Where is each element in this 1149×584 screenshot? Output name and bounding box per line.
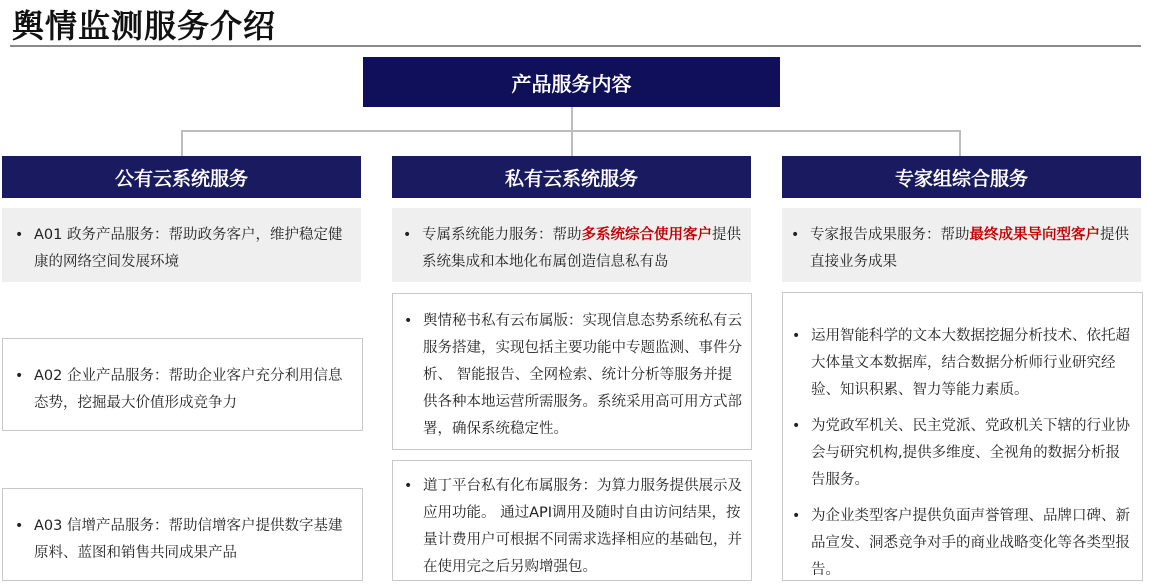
service-item: • 舆情秘书私有云布属版：实现信息态势系统私有云服务搭建，实现包括主要功能中专题监测、事件分析、 智能报告、全网检索、统计分析等服务并提供各种本地运营所需服务。系统采用高可用方式部署，确保系统稳定性。: [423, 308, 743, 443]
service-item: • 为企业类型客户提供负面声誉管理、品牌口碑、新品宣发、洞悉竞争对手的商业战略变化等各类型报告。: [811, 503, 1134, 584]
service-item: • A02 企业产品服务：帮助企业客户充分利用信息态势，挖掘最大价值形成竞争力: [34, 363, 352, 417]
root-node: 产品服务内容: [363, 57, 780, 107]
service-item: [810, 222, 1133, 276]
service-box-expert-report: [782, 208, 1141, 282]
service-item: • A01 政务产品服务：帮助政务客户，维护稳定健康的网络空间发展环境: [34, 222, 351, 276]
service-item: • 运用智能科学的文本大数据挖掘分析技术、依托超大体量文本数据库，结合数据分析师行业研究经验、知识积累、智力等能力素质。: [811, 323, 1134, 404]
item-text-pre: 专家报告成果服务：帮助: [810, 227, 970, 243]
service-box-a01: [2, 208, 361, 282]
service-box-expert-detail: [782, 292, 1143, 581]
service-item: • A03 信增产品服务：帮助信增客户提供数字基建原料、蓝图和销售共同成果产品: [34, 513, 352, 567]
item-text-pre: 专属系统能力服务：帮助: [422, 227, 582, 243]
service-box-a02: [2, 338, 363, 431]
column-header-private-cloud: 私有云系统服务: [392, 156, 751, 198]
service-box-platform: [392, 460, 752, 581]
connector-left-down: [181, 130, 183, 156]
item-highlight: 多系统综合使用客户: [581, 227, 712, 243]
column-header-expert-group: 专家组综合服务: [782, 156, 1141, 198]
connector-center-down: [571, 130, 573, 156]
item-highlight: 最终成果导向型客户: [969, 227, 1100, 243]
title-divider: [10, 45, 1141, 47]
page-title: 舆情监测服务介绍: [12, 7, 277, 45]
service-box-dedicated: [392, 208, 751, 282]
column-header-public-cloud: 公有云系统服务: [2, 156, 361, 198]
service-box-private-deploy: [392, 293, 752, 450]
service-box-a03: [2, 488, 363, 581]
item-text-post: 提供直接业务成果: [810, 227, 1129, 270]
item-text-post: 提供系统集成和本地化布属创造信息私有岛: [422, 227, 741, 270]
connector-right-down: [959, 130, 961, 156]
service-item: • 为党政军机关、民主党派、党政机关下辖的行业协会与研究机构,提供多维度、全视角的数据分析报告服务。: [811, 413, 1134, 494]
connector-root-down: [571, 107, 573, 131]
service-item: • 道丁平台私有化布属服务：为算力服务提供展示及应用功能。 通过API调用及随时自由访问结果，按量计费用户可根据不同需求选择相应的基础包，并在使用完之后另购增强包。: [423, 473, 743, 581]
service-item: [422, 222, 743, 276]
